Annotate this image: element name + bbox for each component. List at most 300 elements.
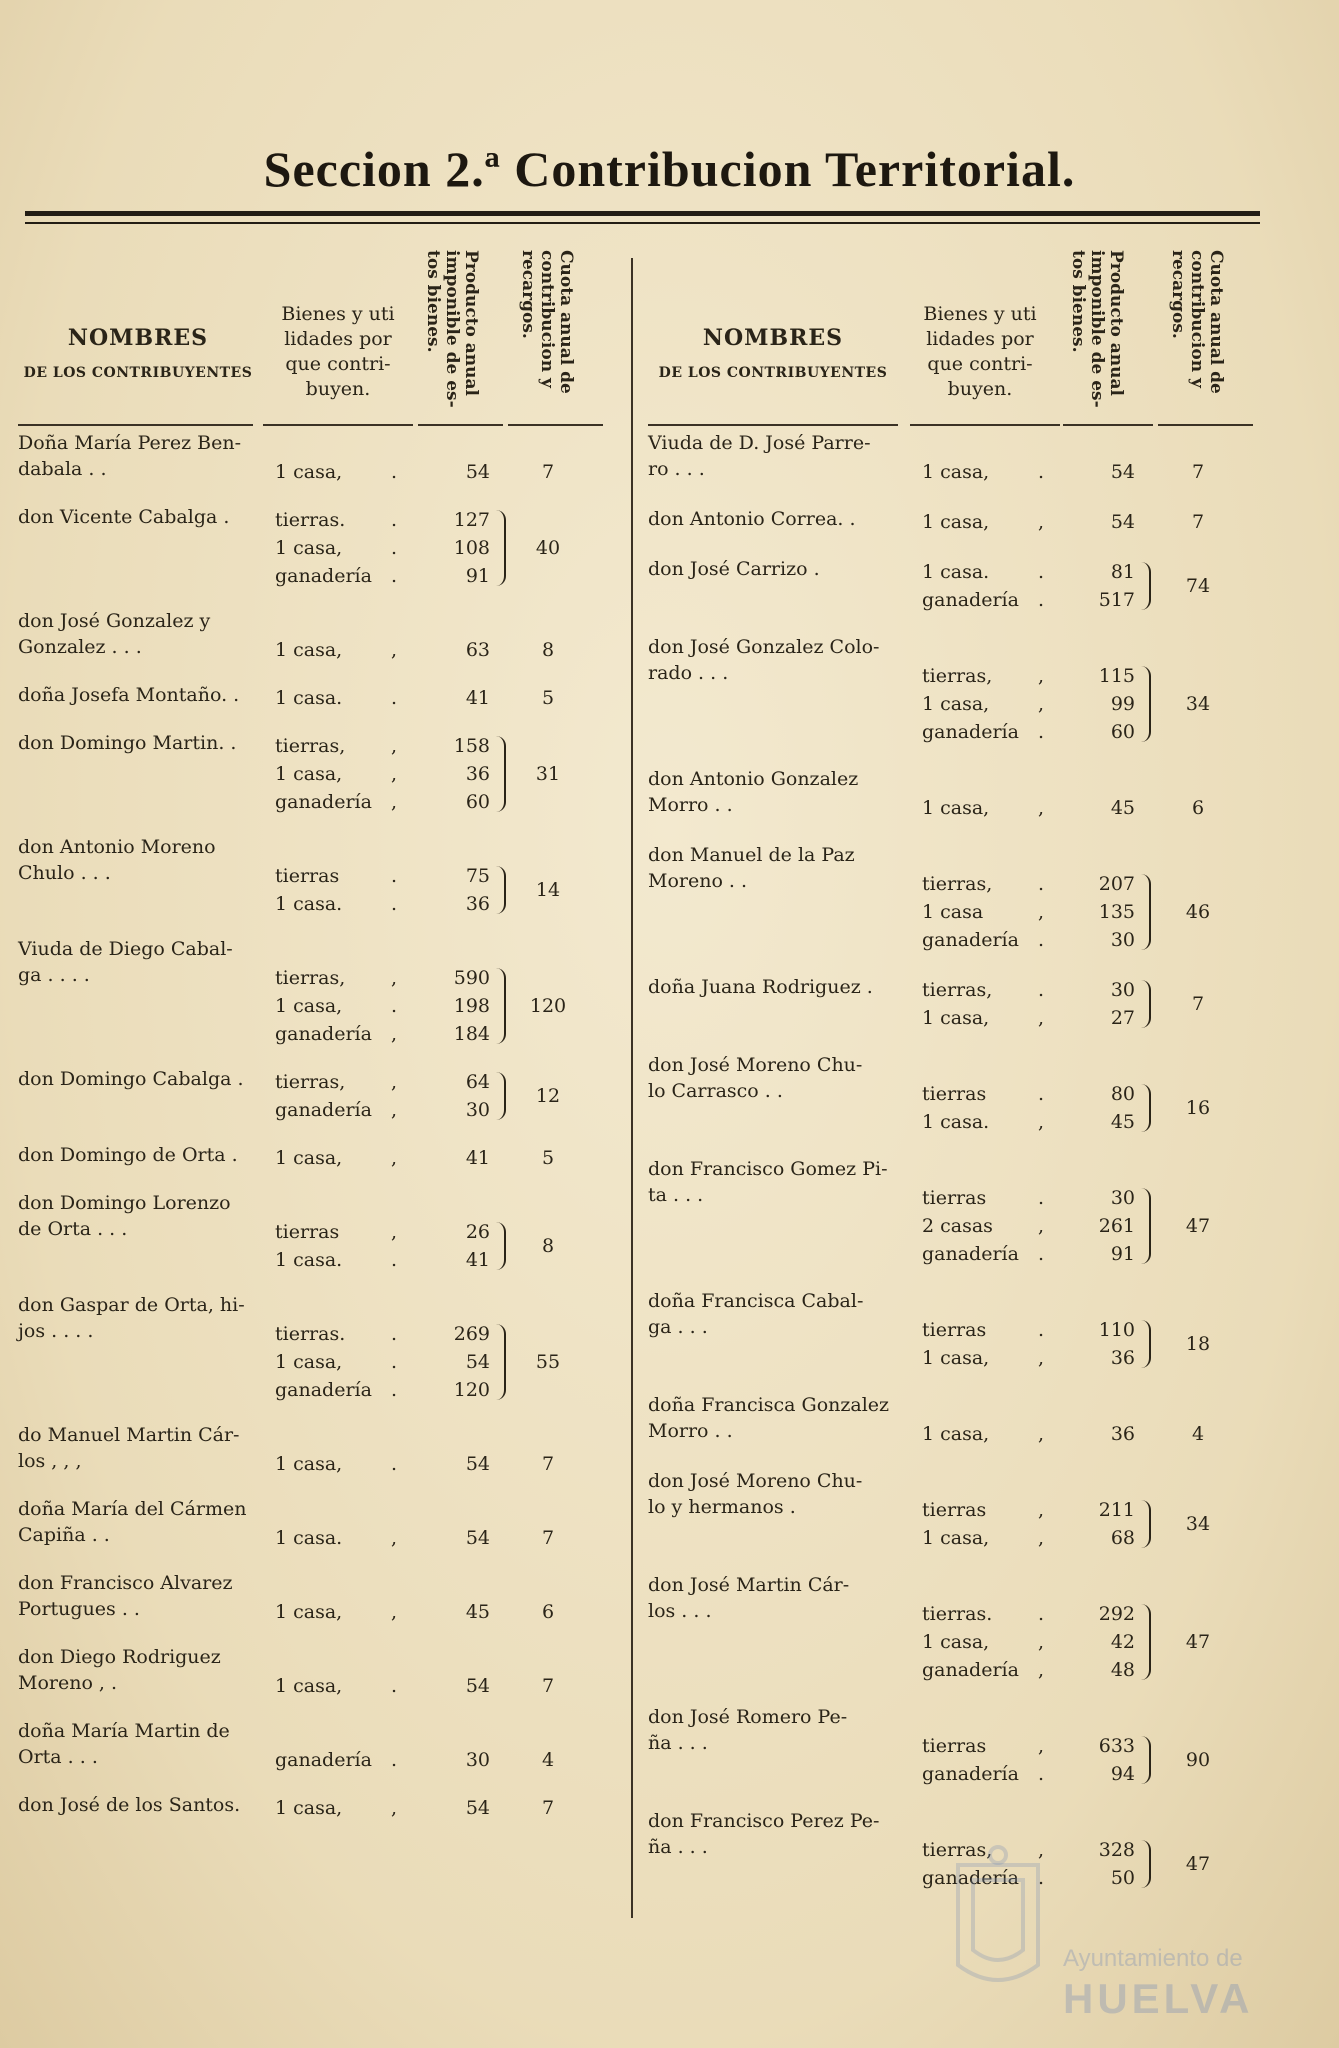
bien-label: ganadería: [922, 1243, 1019, 1265]
producto-values: [418, 1218, 498, 1274]
brace-mark: [1139, 666, 1151, 742]
producto-values: [1063, 662, 1143, 746]
bien-item: [263, 506, 413, 534]
bien-item: [910, 662, 1060, 690]
bien-item: [263, 1218, 413, 1246]
producto-value: 60: [465, 791, 490, 813]
header-nombres-title: NOMBRES: [702, 325, 844, 351]
producto-values: [418, 1746, 498, 1774]
contributor-entry: [18, 608, 608, 664]
cuota-value: 14: [535, 879, 561, 901]
cuota-value: 6: [541, 1601, 555, 1623]
producto-value: 54: [465, 1527, 490, 1549]
left-entries: [18, 430, 608, 1840]
bien-label: ganadería: [275, 1379, 372, 1401]
contributor-name-line: Moreno . .: [648, 870, 748, 892]
contributor-name-line: doña Francisca Gonzalez: [648, 1394, 890, 1416]
cuota-value: 7: [541, 1797, 555, 1819]
header-underline: [1158, 424, 1253, 426]
bien-item: [910, 926, 1060, 954]
bien-separator: .: [1038, 461, 1045, 483]
bienes-list: [263, 1218, 413, 1274]
contributor-entry: [648, 1052, 1258, 1136]
header-underline: [1063, 424, 1153, 426]
contributor-name-line: jos . . . .: [18, 1320, 94, 1342]
bien-separator: ,: [391, 967, 398, 989]
bien-label: 1 casa,: [275, 461, 343, 483]
bien-label: tierras.: [275, 1323, 346, 1345]
bienes-list: [263, 1794, 413, 1822]
bien-separator: .: [391, 687, 398, 709]
bien-item: [263, 1450, 413, 1478]
contributor-name: [648, 766, 893, 818]
bien-label: tierras.: [922, 1603, 993, 1625]
contributor-name: [18, 682, 263, 708]
bien-label: tierras: [275, 1221, 340, 1243]
producto-value: 54: [465, 1675, 490, 1697]
bien-item: [910, 690, 1060, 718]
bien-item: [263, 760, 413, 788]
bien-separator: .: [1038, 589, 1045, 611]
contributor-name: [648, 974, 893, 1000]
contributor-entry: [648, 1468, 1258, 1552]
bien-label: ganadería: [275, 1099, 372, 1121]
cuota-value: 90: [1185, 1749, 1211, 1771]
brace-mark: [494, 968, 506, 1044]
bien-label: 1 casa,: [275, 1147, 343, 1169]
producto-values: [1063, 1496, 1143, 1552]
bienes-list: [910, 1600, 1060, 1684]
bien-separator: .: [1038, 979, 1045, 1001]
contributor-name: [648, 1392, 893, 1444]
header-underline: [648, 424, 898, 426]
bien-label: 1 casa.: [275, 1249, 343, 1271]
bien-item: [263, 1598, 413, 1626]
bien-label: ganadería: [922, 929, 1019, 951]
producto-value: 45: [1110, 797, 1135, 819]
producto-values: [1063, 976, 1143, 1032]
bien-separator: ,: [1038, 1007, 1045, 1029]
bien-item: [263, 534, 413, 562]
contributor-entry: [18, 1570, 608, 1626]
brace-mark: [1139, 980, 1151, 1028]
contributor-entry: [648, 1288, 1258, 1372]
bien-label: 1 casa,: [275, 639, 343, 661]
contributor-entry: [648, 556, 1258, 614]
producto-values: [418, 1524, 498, 1552]
contributor-entry: [648, 1572, 1258, 1684]
bien-label: ganadería: [275, 1023, 372, 1045]
bien-item: [263, 732, 413, 760]
bien-separator: .: [1038, 873, 1045, 895]
bien-separator: .: [391, 565, 398, 587]
bien-label: 1 casa,: [922, 1347, 990, 1369]
contributor-entry: [18, 834, 608, 918]
bien-item: [263, 1348, 413, 1376]
producto-value: 99: [1110, 693, 1135, 715]
cuota-value: 7: [1191, 511, 1205, 533]
bien-label: 1 casa,: [275, 537, 343, 559]
bien-label: ganadería: [922, 1763, 1019, 1785]
header-bienes-line: Bienes y uti: [281, 303, 395, 325]
bien-item: [263, 1144, 413, 1172]
contributor-name-line: don José Moreno Chu-: [648, 1054, 863, 1076]
contributor-entry: [648, 506, 1258, 536]
bien-separator: ,: [391, 791, 398, 813]
contributor-name-line: ro . . .: [648, 458, 705, 480]
contributor-entry: [18, 1190, 608, 1274]
contributor-name-line: ga . . . .: [18, 964, 90, 986]
producto-value: 115: [1098, 665, 1135, 687]
bien-item: [263, 862, 413, 890]
header-underline: [18, 424, 253, 426]
brace-mark: [1139, 1188, 1151, 1264]
cuota-value: 34: [1185, 693, 1211, 715]
bien-separator: ,: [391, 1601, 398, 1623]
producto-value: 75: [465, 865, 490, 887]
producto-value: 158: [453, 735, 490, 757]
bien-separator: .: [391, 893, 398, 915]
cuota-value: 120: [529, 995, 567, 1017]
contributor-name: [648, 634, 893, 686]
bien-item: [910, 1004, 1060, 1032]
producto-value: 60: [1110, 721, 1135, 743]
contributor-name-line: Orta . . .: [18, 1746, 98, 1768]
bienes-list: [263, 458, 413, 486]
cuota-value: 7: [541, 1527, 555, 1549]
brace-mark: [1139, 562, 1151, 610]
bien-separator: .: [1038, 929, 1045, 951]
contributor-name: [18, 1718, 263, 1770]
header-nombres: [648, 325, 898, 381]
bien-item: [910, 1184, 1060, 1212]
bienes-list: [910, 662, 1060, 746]
bien-separator: ,: [391, 1099, 398, 1121]
bien-label: 1 casa,: [922, 1007, 990, 1029]
bien-separator: ,: [391, 1071, 398, 1093]
page-title: Seccion 2.ª Contribucion Territorial.: [263, 141, 1076, 197]
contributor-name: [648, 1704, 893, 1756]
contributor-entry: [18, 1792, 608, 1822]
contributor-name: [18, 608, 263, 660]
bien-separator: ,: [1038, 1631, 1045, 1653]
contributor-entry: [18, 1718, 608, 1774]
bien-label: ganadería: [922, 721, 1019, 743]
bien-label: ganadería: [922, 589, 1019, 611]
bien-item: [910, 1108, 1060, 1136]
contributor-name-line: doña María Martin de: [18, 1720, 230, 1742]
header-underline: [508, 424, 603, 426]
contributor-name-line: ta . . .: [648, 1184, 704, 1206]
producto-value: 45: [1110, 1111, 1135, 1133]
contributor-name-line: Portugues . .: [18, 1598, 140, 1620]
brace-mark: [494, 736, 506, 812]
contributor-name-line: ña . . .: [648, 1732, 708, 1754]
bien-item: [910, 1344, 1060, 1372]
bienes-list: [263, 684, 413, 712]
header-producto: Producto anual imponible de es- tos bienes.: [1068, 250, 1126, 408]
producto-values: [418, 1794, 498, 1822]
bien-separator: .: [1038, 1319, 1045, 1341]
contributor-entry: [18, 1422, 608, 1478]
bien-item: [263, 1096, 413, 1124]
bienes-list: [263, 1746, 413, 1774]
bien-item: [910, 1656, 1060, 1684]
bien-separator: ,: [1038, 1527, 1045, 1549]
bien-label: 1 casa,: [922, 797, 990, 819]
producto-value: 328: [1098, 1839, 1135, 1861]
bien-item: [910, 976, 1060, 1004]
contributor-name-line: rado . . .: [648, 662, 729, 684]
bien-label: tierras,: [922, 665, 993, 687]
bien-item: [263, 1746, 413, 1774]
bienes-list: [910, 1732, 1060, 1788]
contributor-name: [648, 1468, 893, 1520]
contributor-name: [648, 1052, 893, 1104]
producto-value: 64: [465, 1071, 490, 1093]
watermark-line2: HUELVA: [1063, 1975, 1254, 2022]
contributor-name: [648, 1572, 893, 1624]
contributor-name-line: don José Gonzalez y: [18, 610, 211, 632]
contributor-name-line: do Manuel Martin Cár-: [18, 1424, 240, 1446]
bien-item: [263, 684, 413, 712]
contributor-name: [648, 1808, 893, 1860]
contributor-name-line: lo y hermanos .: [648, 1496, 796, 1518]
bien-item: [910, 1080, 1060, 1108]
bien-label: ganadería: [275, 791, 372, 813]
bien-label: 1 casa,: [922, 1423, 990, 1445]
contributor-name: [648, 430, 893, 482]
bien-item: [263, 1020, 413, 1048]
contributor-entry: [648, 1704, 1258, 1788]
contributor-name-line: Gonzalez . . .: [18, 636, 142, 658]
contributor-name: [18, 1496, 263, 1548]
header-cuota: Cuota anual de contribucion y recargos.: [1168, 250, 1226, 394]
contributor-name-line: don Vicente Cabalga .: [18, 506, 230, 528]
contributor-name: [18, 1570, 263, 1622]
producto-value: 54: [465, 1453, 490, 1475]
producto-value: 30: [465, 1749, 490, 1771]
cuota-value: 47: [1185, 1215, 1211, 1237]
bien-item: [910, 1496, 1060, 1524]
bien-separator: ,: [1038, 1839, 1045, 1861]
contributor-name-line: don Domingo de Orta .: [18, 1144, 238, 1166]
bien-item: [910, 586, 1060, 614]
bienes-list: [910, 558, 1060, 614]
producto-value: 45: [465, 1601, 490, 1623]
cuota-value: 5: [541, 1147, 555, 1169]
cuota-value: 4: [541, 1749, 555, 1771]
producto-values: [1063, 1732, 1143, 1788]
bien-separator: ,: [1038, 1111, 1045, 1133]
producto-values: [1063, 1316, 1143, 1372]
brace-mark: [1139, 874, 1151, 950]
bien-label: 1 casa: [922, 901, 984, 923]
bienes-list: [263, 964, 413, 1048]
producto-value: 41: [465, 687, 490, 709]
bienes-list: [263, 1672, 413, 1700]
bien-separator: ,: [1038, 1215, 1045, 1237]
cuota-value: 7: [541, 461, 555, 483]
contributor-name: [18, 1644, 263, 1696]
contributor-name-line: Morro . .: [648, 1420, 733, 1442]
bien-separator: .: [391, 1249, 398, 1271]
contributor-name-line: don Francisco Gomez Pi-: [648, 1158, 888, 1180]
contributor-name-line: Chulo . . .: [18, 862, 111, 884]
producto-value: 68: [1110, 1527, 1135, 1549]
producto-value: 27: [1110, 1007, 1135, 1029]
producto-values: [1063, 1600, 1143, 1684]
bien-separator: ,: [1038, 665, 1045, 687]
producto-value: 54: [1110, 461, 1135, 483]
producto-value: 30: [465, 1099, 490, 1121]
bien-label: tierras: [922, 1083, 987, 1105]
bien-separator: .: [1038, 1603, 1045, 1625]
producto-value: 91: [1110, 1243, 1135, 1265]
bien-label: 1 casa,: [922, 693, 990, 715]
bien-label: 1 casa.: [922, 561, 990, 583]
bien-label: tierras,: [275, 735, 346, 757]
brace-mark: [1139, 1320, 1151, 1368]
producto-values: [418, 862, 498, 918]
bien-label: 2 casas: [922, 1215, 993, 1237]
bien-item: [263, 890, 413, 918]
producto-values: [1063, 870, 1143, 954]
producto-value: 110: [1098, 1319, 1135, 1341]
contributor-name-line: doña María del Cármen: [18, 1498, 247, 1520]
contributor-name-line: don Francisco Perez Pe-: [648, 1810, 880, 1832]
contributor-name-line: Viuda de Diego Cabal-: [18, 938, 233, 960]
bien-label: 1 casa,: [922, 1631, 990, 1653]
bienes-list: [910, 458, 1060, 486]
contributor-name-line: don José Romero Pe-: [648, 1706, 848, 1728]
contributor-entry: [18, 730, 608, 816]
producto-values: [418, 732, 498, 816]
bien-label: ganadería: [275, 1749, 372, 1771]
bien-item: [910, 1316, 1060, 1344]
contributor-name-line: ga . . .: [648, 1316, 708, 1338]
brace-mark: [494, 510, 506, 586]
contributor-name-line: don Francisco Alvarez: [18, 1572, 233, 1594]
bien-separator: .: [391, 995, 398, 1017]
bien-label: 1 casa.: [275, 893, 343, 915]
contributor-name-line: don Gaspar de Orta, hi-: [18, 1294, 245, 1316]
header-nombres-title: NOMBRES: [67, 325, 209, 351]
bien-separator: .: [391, 537, 398, 559]
bien-separator: ,: [391, 763, 398, 785]
header-bienes-line: Bienes y uti: [923, 303, 1037, 325]
contributor-name: [648, 1156, 893, 1208]
bien-item: [910, 1732, 1060, 1760]
contributor-entry: [648, 842, 1258, 954]
header-bienes-line: que contri-: [285, 353, 391, 375]
cuota-value: 8: [541, 1235, 555, 1257]
cuota-value: 7: [541, 1453, 555, 1475]
brace-mark: [1139, 1604, 1151, 1680]
bien-item: [910, 1240, 1060, 1268]
producto-values: [1063, 1184, 1143, 1268]
bien-label: tierras: [922, 1187, 987, 1209]
bien-item: [263, 1320, 413, 1348]
bien-item: [910, 558, 1060, 586]
contributor-entry: [18, 1292, 608, 1404]
header-underline: [418, 424, 503, 426]
bien-separator: .: [391, 461, 398, 483]
producto-values: [1063, 458, 1143, 486]
bien-label: tierras,: [922, 1839, 993, 1861]
cuota-value: 18: [1185, 1333, 1211, 1355]
producto-values: [1063, 558, 1143, 614]
contributor-entry: [18, 936, 608, 1048]
contributor-name-line: don José Carrizo .: [648, 558, 820, 580]
contributor-name-line: de Orta . . .: [18, 1218, 128, 1240]
contributor-entry: [18, 504, 608, 590]
bienes-list: [263, 1068, 413, 1124]
title-rule-thick: [25, 211, 1260, 216]
bienes-list: [263, 1450, 413, 1478]
bienes-list: [910, 1080, 1060, 1136]
cuota-value: 55: [535, 1351, 561, 1373]
producto-value: 292: [1098, 1603, 1135, 1625]
producto-value: 207: [1098, 873, 1135, 895]
header-bienes-line: lidades por: [284, 328, 392, 350]
bien-item: [263, 788, 413, 816]
bien-label: ganadería: [275, 565, 372, 587]
producto-value: 590: [453, 967, 490, 989]
contributor-name: [648, 842, 893, 894]
producto-value: 261: [1098, 1215, 1135, 1237]
bien-separator: ,: [391, 1023, 398, 1045]
bienes-list: [263, 1598, 413, 1626]
contributor-name-line: don José Martin Cár-: [648, 1574, 850, 1596]
bien-label: 1 casa.: [922, 1111, 990, 1133]
brace-mark: [494, 866, 506, 914]
contributor-entry: [648, 974, 1258, 1032]
right-table: [648, 240, 1258, 1912]
bien-label: 1 casa,: [275, 995, 343, 1017]
contributor-entry: [648, 1156, 1258, 1268]
producto-values: [1063, 508, 1143, 536]
cuota-value: 34: [1185, 1513, 1211, 1535]
bienes-list: [263, 862, 413, 918]
bien-separator: .: [1038, 1083, 1045, 1105]
header-bienes-line: que contri-: [927, 353, 1033, 375]
bien-item: [910, 1628, 1060, 1656]
contributor-name-line: don Diego Rodriguez: [18, 1646, 221, 1668]
producto-value: 48: [1110, 1659, 1135, 1681]
bienes-list: [910, 1184, 1060, 1268]
bien-separator: .: [391, 1675, 398, 1697]
contributor-entry: [18, 1644, 608, 1700]
contributor-entry: [18, 1066, 608, 1124]
contributor-name-line: lo Carrasco . .: [648, 1080, 783, 1102]
contributor-name: [18, 1422, 263, 1474]
brace-mark: [494, 1324, 506, 1400]
contributor-name-line: don Manuel de la Paz: [648, 844, 855, 866]
bien-item: [910, 870, 1060, 898]
producto-values: [418, 684, 498, 712]
contributor-entry: [18, 1496, 608, 1552]
contributor-name: [18, 1066, 263, 1092]
cuota-value: 5: [541, 687, 555, 709]
producto-values: [418, 1144, 498, 1172]
contributor-name-line: dabala . .: [18, 458, 107, 480]
contributor-name-line: los . . .: [648, 1600, 712, 1622]
bien-separator: .: [1038, 561, 1045, 583]
header-underline: [910, 424, 1060, 426]
bien-separator: ,: [391, 735, 398, 757]
contributor-name-line: Moreno , .: [18, 1672, 118, 1694]
